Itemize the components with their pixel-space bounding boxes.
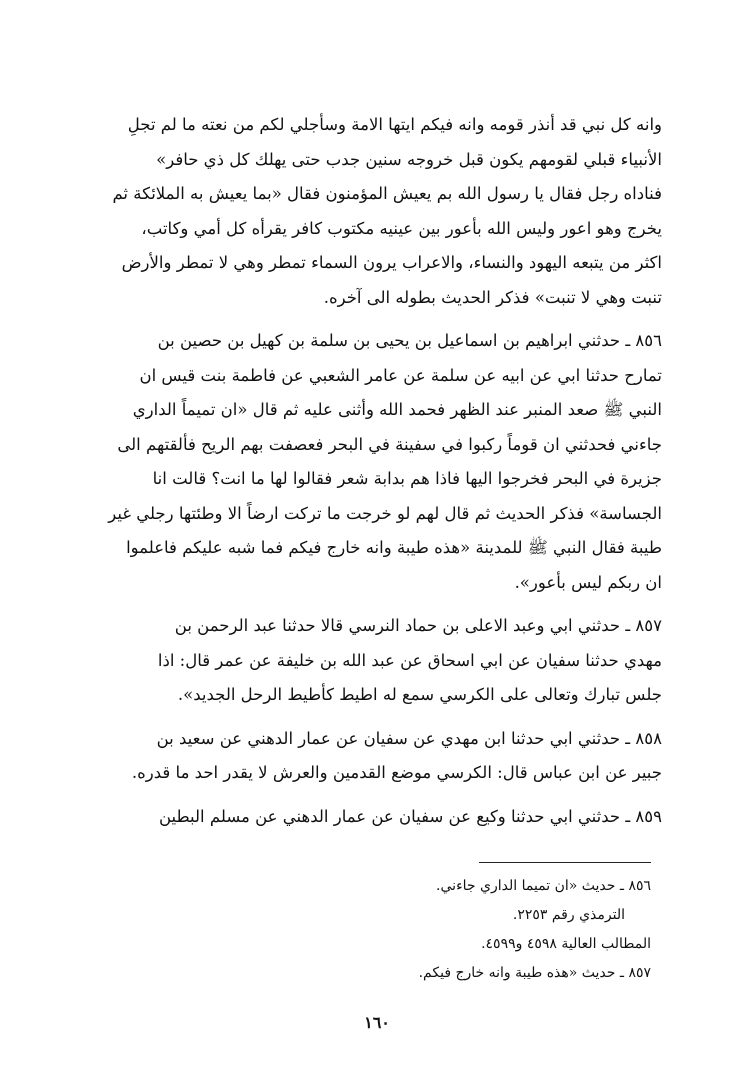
text-line: مهدي حدثنا سفيان عن ابي اسحاق عن عبد الله بن خليفة عن عمر قال: اذا [157, 650, 662, 670]
text-line: يخرج وهو اعور وليس الله بأعور بين عينيه مكتوب كافر يقرأه كل أمي وكاتب، [141, 218, 662, 238]
text-line: ٨٥٦ ـ حدثني ابراهيم بن اسماعيل بن يحيى بن سلمة بن كهيل بن حصين بن [157, 331, 662, 350]
page-number: ١٦٠ [364, 1013, 390, 1032]
text-line: النبي ﷺ صعد المنبر عند الظهر فحمد الله وأثنى عليه ثم قال «ان تميماً الداري [132, 400, 662, 419]
footnotes [300, 872, 651, 988]
footnote-line: ٨٥٧ ـ حديث «هذه طيبة وانه خارج فيكم. [418, 965, 651, 981]
footnote-divider [479, 862, 651, 863]
main-text [92, 108, 662, 834]
text-line: الأنبياء قبلي لقومهم يكون قبل خروجه سنين جدب حتى يهلك كل ذي حافر» [156, 149, 662, 169]
text-line: ٨٥٧ ـ حدثني ابي وعبد الاعلى بن حماد النرسي قالا حدثنا عبد الرحمن بن [174, 616, 662, 635]
text-line: اكثر من يتبعه اليهود والنساء، والاعراب يرون السماء تمطر وهي لا تمطر والأرض [121, 253, 662, 272]
text-line: ٨٥٨ ـ حدثني ابي حدثنا ابن مهدي عن سفيان عن عمار الدهني عن سعيد بن [156, 728, 662, 748]
text-line: جلس تبارك وتعالى على الكرسي سمع له اطيط كأطيط الرحل الجديد». [177, 685, 662, 704]
text-line: جاءني فحدثني ان قوماً ركبوا في سفينة في البحر فعصفت بهم الريح فألقتهم الى [117, 434, 662, 454]
footnote-line: الترمذي رقم ٢٢٥٣. [512, 907, 625, 923]
text-line: وانه كل نبي قد أنذر قومه وانه فيكم ايتها الامة وسأجلي لكم من نعته ما لم تجلِ [127, 115, 662, 134]
paragraph [92, 324, 662, 600]
paragraph [92, 800, 662, 835]
text-line: جبير عن ابن عباس قال: الكرسي موضع القدمين والعرش لا يقدر احد ما قدره. [131, 763, 662, 782]
text-line: ٨٥٩ ـ حدثني ابي حدثنا وكيع عن سفيان عن عمار الدهني عن مسلم البطين [158, 806, 662, 826]
text-line: فناداه رجل فقال يا رسول الله بم يعيش المؤمنون فقال «بما يعيش به الملائكة ثم [112, 184, 662, 203]
footnote-line: المطالب العالية ٤٥٩٨ و٤٥٩٩. [481, 936, 651, 952]
text-line: ان ربكم ليس بأعور». [514, 572, 662, 592]
text-line: جزيرة في البحر فخرجوا اليها فاذا هم بدابة شعر فقالوا لها ما انت؟ قالت انا [152, 469, 662, 488]
paragraph [92, 722, 662, 791]
text-line: تنبت وهي لا تنبت» فذكر الحديث بطوله الى آخره. [323, 287, 662, 307]
text-line: تمارح حدثنا ابي عن ابيه عن سلمة عن عامر الشعبي عن فاطمة بنت قيس ان [139, 365, 662, 385]
text-line: الجساسة» فذكر الحديث ثم قال لهم لو خرجت ما تركت ارضاً الا وطئتها رجلي غير [108, 503, 662, 523]
paragraph [92, 609, 662, 713]
paragraph [92, 108, 662, 315]
text-line: طيبة فقال النبي ﷺ للمدينة «هذه طيبة وانه خارج فيكم فما شبه عليكم فاعلموا [126, 538, 662, 557]
footnote-line: ٨٥٦ ـ حديث «ان تميما الداري جاءني. [436, 878, 651, 894]
